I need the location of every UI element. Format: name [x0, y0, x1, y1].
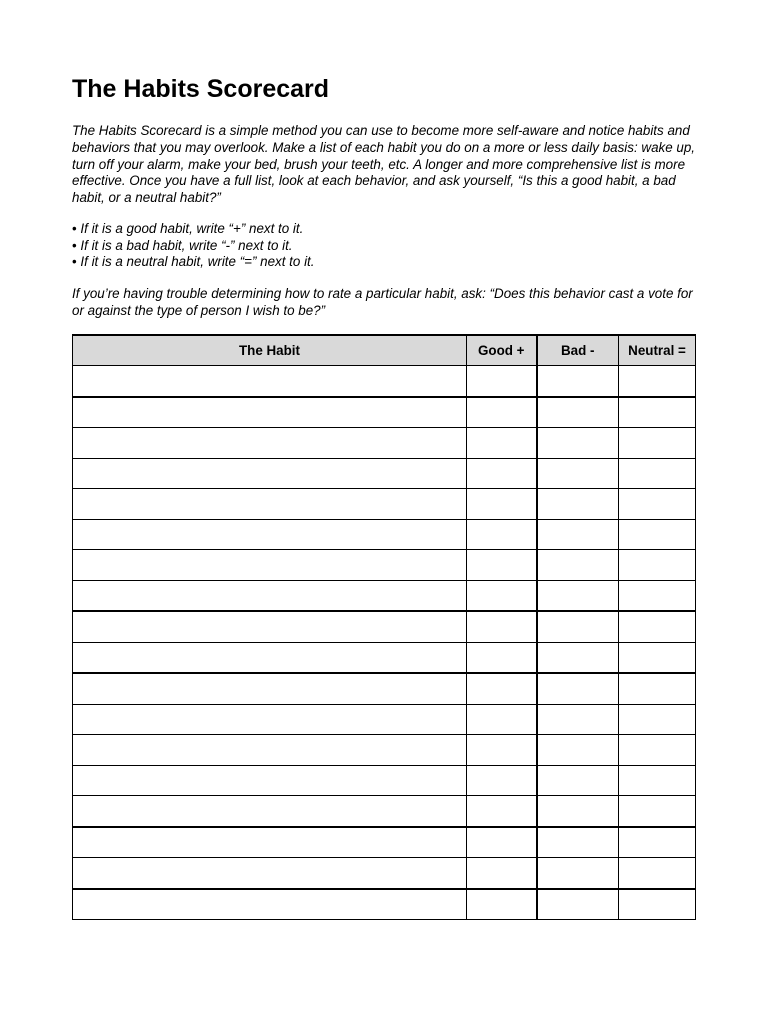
habit-cell[interactable] — [73, 458, 467, 489]
neutral-cell[interactable] — [619, 673, 696, 704]
bad-cell[interactable] — [537, 673, 619, 704]
table-row — [73, 580, 696, 611]
table-row — [73, 397, 696, 428]
table-row — [73, 458, 696, 489]
bad-cell[interactable] — [537, 519, 619, 550]
table-row — [73, 765, 696, 796]
table-row — [73, 827, 696, 858]
bad-cell[interactable] — [537, 458, 619, 489]
good-cell[interactable] — [467, 489, 537, 520]
bad-cell[interactable] — [537, 704, 619, 735]
header-habit: The Habit — [73, 335, 467, 366]
table-row — [73, 489, 696, 520]
good-cell[interactable] — [467, 580, 537, 611]
good-cell[interactable] — [467, 458, 537, 489]
table-row — [73, 796, 696, 827]
table-row — [73, 519, 696, 550]
table-row — [73, 428, 696, 459]
neutral-cell[interactable] — [619, 827, 696, 858]
good-cell[interactable] — [467, 735, 537, 766]
habit-cell[interactable] — [73, 550, 467, 581]
neutral-cell[interactable] — [619, 765, 696, 796]
neutral-cell[interactable] — [619, 735, 696, 766]
habit-cell[interactable] — [73, 611, 467, 642]
rule-neutral: • If it is a neutral habit, write “=” next to it. — [72, 254, 314, 271]
rating-rules-list — [72, 221, 314, 271]
good-cell[interactable] — [467, 858, 537, 889]
neutral-cell[interactable] — [619, 397, 696, 428]
neutral-cell[interactable] — [619, 489, 696, 520]
table-row — [73, 642, 696, 673]
rule-good: • If it is a good habit, write “+” next to it. — [72, 221, 314, 238]
bad-cell[interactable] — [537, 397, 619, 428]
good-cell[interactable] — [467, 428, 537, 459]
intro-paragraph: The Habits Scorecard is a simple method you can use to become more self-aware and notice habits and behaviors that you may overlook. Make a list of each habit you do on a more or less daily basis: wake up, turn off your alarm, make your bed, brush your teeth, etc. A longer and more comprehensive list is more effective. Once you have a full list, look at each behavior, and ask yourself, “Is this a good habit, a bad habit, or a neutral habit?” — [72, 123, 695, 206]
bad-cell[interactable] — [537, 550, 619, 581]
good-cell[interactable] — [467, 673, 537, 704]
habit-cell[interactable] — [73, 397, 467, 428]
habit-cell[interactable] — [73, 889, 467, 920]
habit-cell[interactable] — [73, 489, 467, 520]
habit-cell[interactable] — [73, 735, 467, 766]
habit-cell[interactable] — [73, 765, 467, 796]
neutral-cell[interactable] — [619, 704, 696, 735]
good-cell[interactable] — [467, 796, 537, 827]
good-cell[interactable] — [467, 611, 537, 642]
habit-cell[interactable] — [73, 580, 467, 611]
good-cell[interactable] — [467, 519, 537, 550]
bad-cell[interactable] — [537, 827, 619, 858]
bad-cell[interactable] — [537, 580, 619, 611]
habit-cell[interactable] — [73, 519, 467, 550]
good-cell[interactable] — [467, 827, 537, 858]
table-row — [73, 889, 696, 920]
neutral-cell[interactable] — [619, 550, 696, 581]
advice-paragraph: If you’re having trouble determining how to rate a particular habit, ask: “Does this behavior cast a vote for or against the type of person I wish to be?” — [72, 286, 693, 318]
bad-cell[interactable] — [537, 366, 619, 397]
good-cell[interactable] — [467, 366, 537, 397]
habit-cell[interactable] — [73, 704, 467, 735]
bad-cell[interactable] — [537, 735, 619, 766]
habit-cell[interactable] — [73, 428, 467, 459]
habits-table-body — [73, 366, 696, 920]
habit-cell[interactable] — [73, 827, 467, 858]
good-cell[interactable] — [467, 642, 537, 673]
table-row — [73, 858, 696, 889]
neutral-cell[interactable] — [619, 889, 696, 920]
bad-cell[interactable] — [537, 889, 619, 920]
bad-cell[interactable] — [537, 611, 619, 642]
habit-cell[interactable] — [73, 366, 467, 397]
neutral-cell[interactable] — [619, 519, 696, 550]
habit-cell[interactable] — [73, 673, 467, 704]
header-bad: Bad - — [537, 335, 619, 366]
neutral-cell[interactable] — [619, 458, 696, 489]
good-cell[interactable] — [467, 889, 537, 920]
rule-bad: • If it is a bad habit, write “-” next to it. — [72, 238, 314, 255]
habit-cell[interactable] — [73, 642, 467, 673]
neutral-cell[interactable] — [619, 580, 696, 611]
table-header-row — [73, 335, 696, 366]
habits-table — [72, 334, 696, 920]
table-row — [73, 673, 696, 704]
table-row — [73, 735, 696, 766]
table-row — [73, 704, 696, 735]
table-row — [73, 611, 696, 642]
bad-cell[interactable] — [537, 642, 619, 673]
good-cell[interactable] — [467, 704, 537, 735]
neutral-cell[interactable] — [619, 428, 696, 459]
header-good: Good + — [467, 335, 537, 366]
table-row — [73, 550, 696, 581]
neutral-cell[interactable] — [619, 366, 696, 397]
neutral-cell[interactable] — [619, 642, 696, 673]
bad-cell[interactable] — [537, 796, 619, 827]
good-cell[interactable] — [467, 550, 537, 581]
habit-cell[interactable] — [73, 796, 467, 827]
neutral-cell[interactable] — [619, 611, 696, 642]
good-cell[interactable] — [467, 765, 537, 796]
bad-cell[interactable] — [537, 428, 619, 459]
header-neutral: Neutral = — [619, 335, 696, 366]
bad-cell[interactable] — [537, 765, 619, 796]
bad-cell[interactable] — [537, 858, 619, 889]
habit-cell[interactable] — [73, 858, 467, 889]
good-cell[interactable] — [467, 397, 537, 428]
page-title: The Habits Scorecard — [72, 75, 330, 103]
bad-cell[interactable] — [537, 489, 619, 520]
neutral-cell[interactable] — [619, 796, 696, 827]
table-row — [73, 366, 696, 397]
neutral-cell[interactable] — [619, 858, 696, 889]
